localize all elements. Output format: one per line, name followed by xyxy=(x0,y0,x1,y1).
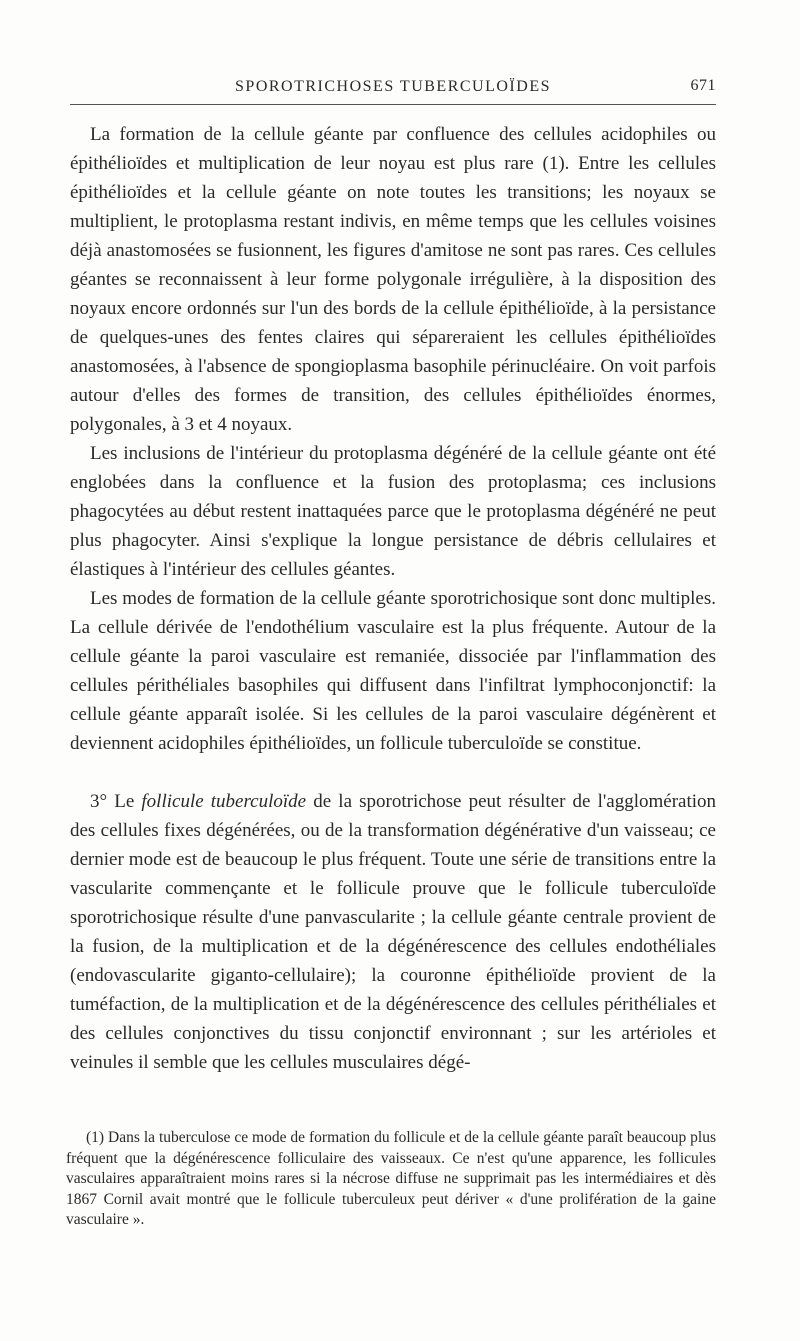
footnote-1: (1) Dans la tuberculose ce mode de formation du follicule et de la cellule géante paraît beaucoup plus fréquent que la dégénérescence folliculaire des vaisseaux. Ce n'est qu'une apparence, les follicules vasculaires apparaîtraient moins rares si la nécrose diffuse ne supprimait pas les intermédiaires et dès 1867 Cornil avait montré que le follicule tuberculeux peut dériver « d'une prolifération de la gaine vasculaire ». xyxy=(66,1129,716,1228)
running-title: SPOROTRICHOSES TUBERCULOÏDES xyxy=(235,78,551,95)
italic-term: follicule tuberculoïde xyxy=(141,791,307,812)
paragraph-inclusions: Les inclusions de l'intérieur du protoplasma dégénéré de la cellule géante ont été englobées dans la confluence et la fusion des protoplasma; ces inclusions phagocytées au début restent inattaquées parce que le protoplasma dégénéré ne peut plus phagocyter. Ainsi s'explique la longue persistance de débris cellulaires et élastiques à l'intérieur des cellules géantes. xyxy=(70,443,716,580)
section-lead: 3° Le xyxy=(90,791,135,812)
header-rule xyxy=(70,104,716,105)
page-number: 671 xyxy=(690,77,716,94)
running-header xyxy=(70,72,716,102)
section-text: de la sporotrichose peut résulter de l'agglomération des cellules fixes dégénérées, ou de la transformation dégénérative d'un vaisseau; ce dernier mode est de beaucoup le plus fréquent. Toute une série de transitions entre la vascularite commençante et le follicule prouve que le follicule tuberculoïde sporotrichosique résulte d'une panvascularite ; la cellule géante centrale provient de la fusion, de la multiplication et de la dégénérescence des cellules endothéliales (endovascularite giganto-cellulaire); la couronne épithélioïde provient de la tuméfaction, de la multiplication et de la dégénérescence des cellules périthéliales et des cellules conjonctives du tissu conjonctif environnant ; sur les artérioles et veinules il semble que les cellules musculaires dégé- xyxy=(70,791,717,1073)
paragraph-formation-modes: Les modes de formation de la cellule géante sporotrichosique sont donc multiples. La cellule dérivée de l'endothélium vasculaire est la plus fréquente. Autour de la cellule géante la paroi vasculaire est remaniée, dissociée par l'inflammation des cellules périthéliales basophiles qui diffusent dans l'infiltrat lymphoconjonctif: la cellule géante apparaît isolée. Si les cellules de la paroi vasculaire dégénèrent et deviennent acidophiles épithélioïdes, un follicule tuberculoïde se constitue. xyxy=(70,588,716,754)
main-text xyxy=(70,120,716,1077)
footnotes xyxy=(66,1128,716,1231)
paragraph-tuberculoid-follicle xyxy=(70,787,716,1077)
paragraph-giant-cell-confluence: La formation de la cellule géante par confluence des cellules acidophiles ou épithélioïdes et multiplication de leur noyau est plus rare (1). Entre les cellules épithélioïdes et la cellule géante on note toutes les transitions; les noyaux se multiplient, le protoplasma restant indivis, en même temps que les cellules voisines déjà anastomosées se fusionnent, les figures d'amitose ne sont pas rares. Ces cellules géantes se reconnaissent à leur forme polygonale irrégulière, à la disposition des noyaux encore ordonnés sur l'un des bords de la cellule épithélioïde, à la persistance de quelques-unes des fentes claires qui sépareraient les cellules épithélioïdes anastomosées, à l'absence de spongioplasma basophile périnucléaire. On voit parfois autour d'elles des formes de transition, des cellules épithélioïdes énormes, polygonales, à 3 et 4 noyaux. xyxy=(70,124,716,435)
